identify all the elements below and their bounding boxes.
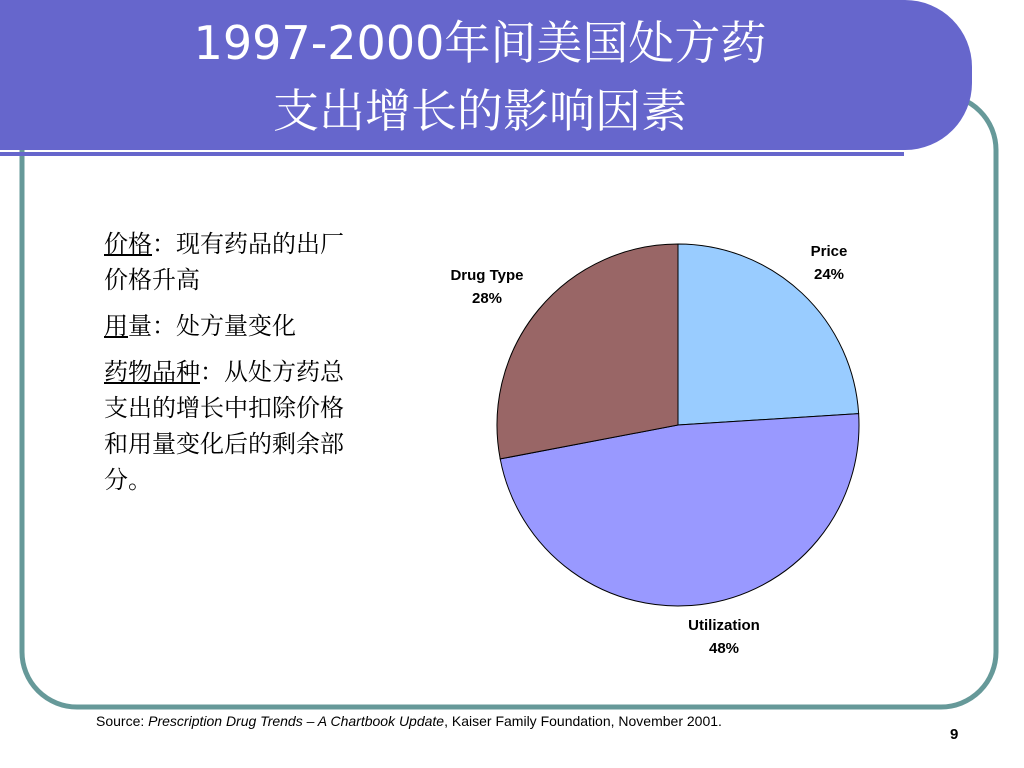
factor-drug-type-colon: ：	[200, 358, 224, 386]
factor-price-term: 价格	[104, 230, 152, 258]
factor-drug-type-desc-3: 和用量变化后的剩余部	[104, 430, 344, 458]
source-suffix: , Kaiser Family Foundation, November 2001.	[444, 713, 722, 729]
source-citation	[96, 713, 722, 729]
pie-slice-drug-type	[497, 244, 678, 459]
factor-drug-type-desc-4: 分。	[104, 466, 152, 494]
factor-utilization-term-rest: 量	[128, 312, 152, 340]
factor-utilization-colon: ：	[152, 312, 176, 340]
factor-drug-type-desc-2: 支出的增长中扣除价格	[104, 394, 344, 422]
pie-slices	[497, 244, 859, 606]
factor-utilization-term: 用	[104, 312, 128, 340]
pie-value-price: 24%	[813, 266, 845, 283]
slide-title-line-1: 1997-2000年间美国处方药	[193, 16, 767, 70]
factor-price-desc: 现有药品的出厂	[176, 230, 344, 258]
source-prefix: Source:	[96, 713, 149, 729]
factor-utilization-desc: 处方量变化	[176, 312, 296, 340]
pie-value-utilization: 48%	[708, 640, 740, 657]
factor-price-colon: ：	[152, 230, 176, 258]
pie-label-drug-type: Drug Type	[450, 267, 524, 284]
factor-drug-type-term: 药物品种	[104, 358, 200, 386]
pie-value-drug-type: 28%	[471, 290, 503, 307]
source-title: Prescription Drug Trends – A Chartbook Update	[148, 713, 445, 729]
factor-price-desc-cont: 价格升高	[104, 266, 200, 294]
page-number: 9	[950, 726, 959, 743]
pie-label-utilization: Utilization	[688, 617, 760, 634]
slide-title-line-2: 支出增长的影响因素	[273, 84, 687, 138]
pie-label-price: Price	[810, 243, 848, 260]
factor-drug-type-desc: 从处方药总	[224, 358, 344, 386]
